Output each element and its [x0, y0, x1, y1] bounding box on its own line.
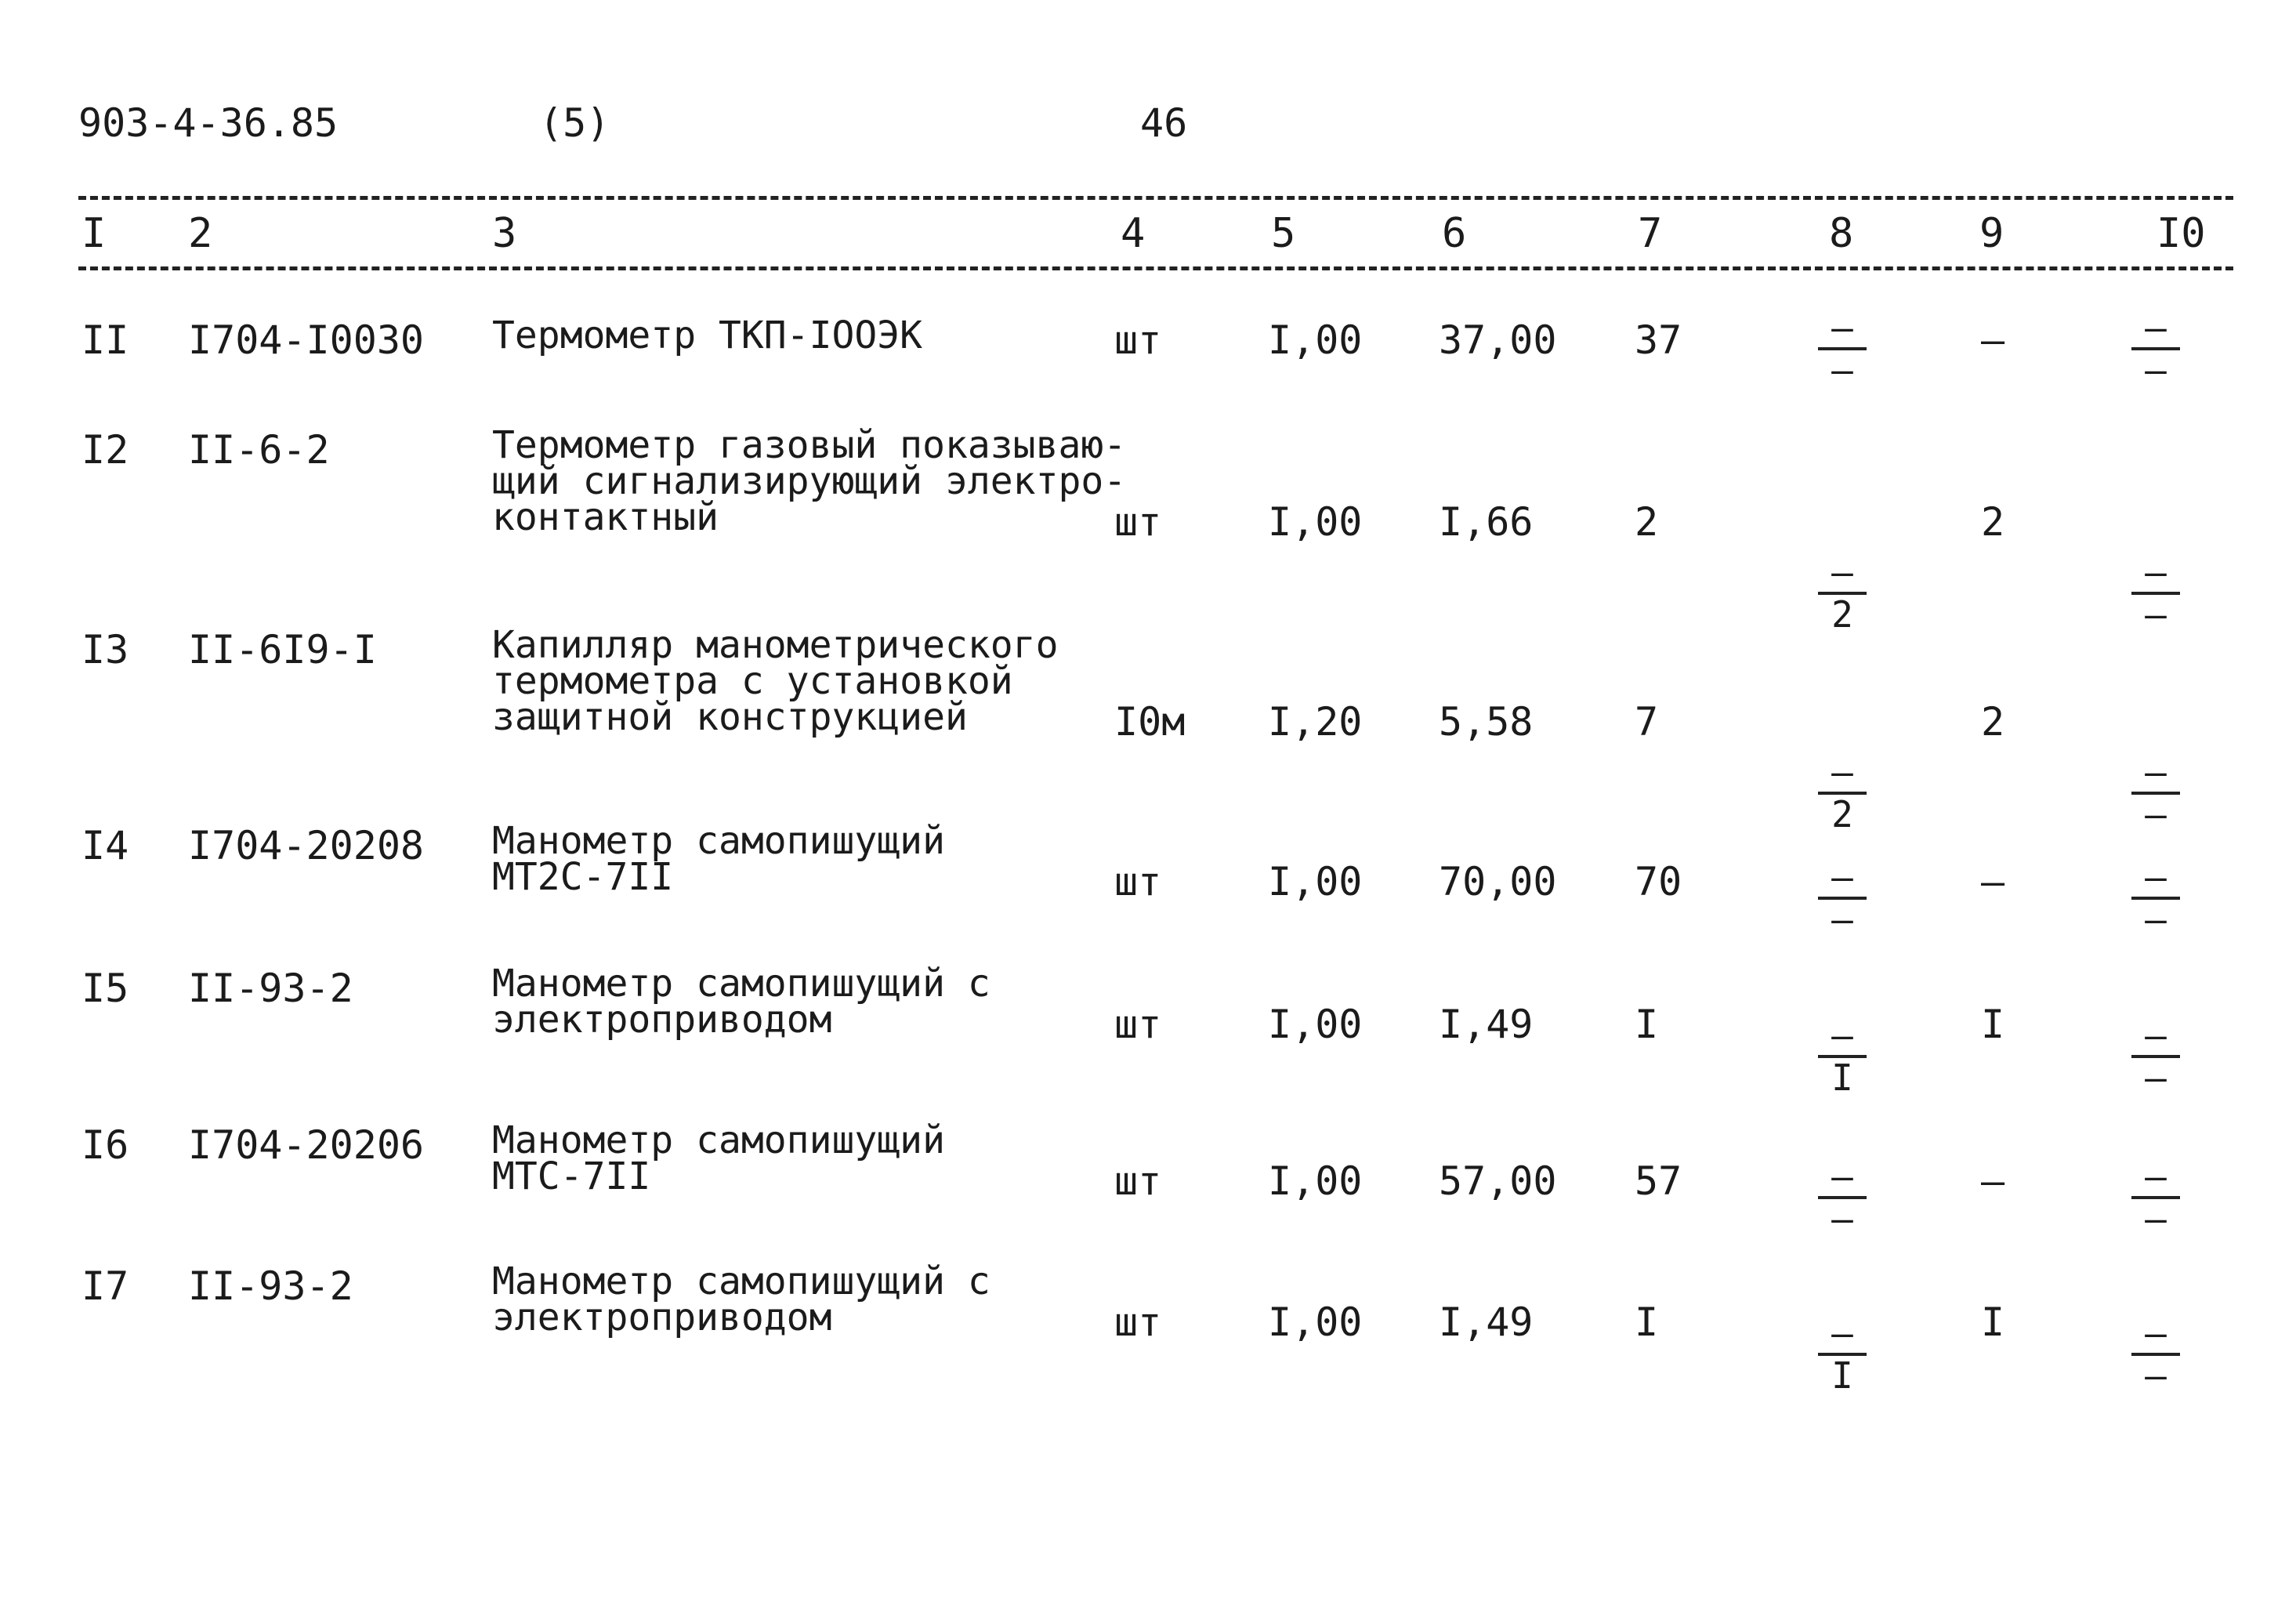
column-8-fraction-denominator: 2 — [1831, 593, 1853, 636]
unit: шт — [1114, 1299, 1162, 1345]
total-cost: 57 — [1635, 1158, 1682, 1204]
column-10-fraction-denominator: – — [2145, 793, 2167, 835]
sheet-reference: (5) — [539, 100, 610, 146]
column-8-fraction — [1815, 856, 1870, 941]
column-10-fraction — [2128, 1014, 2183, 1099]
row-number: I3 — [81, 627, 129, 672]
column-8-fraction-numerator: – — [1831, 1155, 1853, 1198]
column-8-fraction-numerator: – — [1831, 306, 1853, 349]
unit-price: 57,00 — [1439, 1158, 1557, 1204]
column-8-fraction — [1815, 1155, 1870, 1240]
column-8-fraction — [1815, 1312, 1870, 1397]
unit: шт — [1114, 1158, 1162, 1204]
column-10-fraction — [2128, 1312, 2183, 1397]
column-header-2: 2 — [188, 210, 213, 257]
column-8-fraction-denominator: I — [1831, 1354, 1853, 1397]
column-header-3: 3 — [492, 210, 517, 257]
item-name: Манометр самопишущий МТ2С-7II — [492, 819, 945, 899]
price-code: I704-20208 — [188, 823, 425, 868]
column-10-fraction-numerator: – — [2145, 551, 2167, 593]
column-8-fraction — [1815, 1014, 1870, 1099]
column-header-1: I — [81, 210, 107, 257]
column-10-fraction-numerator: – — [2145, 306, 2167, 349]
column-10-fraction-numerator: – — [2145, 856, 2167, 898]
item-name: Манометр самопишущий с электроприводом — [492, 962, 990, 1042]
table-header-rule — [78, 266, 2233, 270]
column-header-6: 6 — [1442, 210, 1467, 257]
column-8-fraction-numerator: – — [1831, 1014, 1853, 1057]
column-10-fraction-denominator: – — [2145, 898, 2167, 941]
price-code: I704-20206 — [188, 1122, 425, 1168]
column-9-value: 2 — [1981, 499, 2005, 545]
column-header-8: 8 — [1829, 210, 1854, 257]
column-10-fraction — [2128, 1155, 2183, 1240]
column-header-7: 7 — [1638, 210, 1663, 257]
total-cost: 7 — [1635, 699, 1659, 745]
row-number: I6 — [81, 1122, 129, 1168]
unit: шт — [1114, 859, 1162, 904]
total-cost: 2 — [1635, 499, 1659, 545]
column-8-fraction-denominator: – — [1831, 1198, 1853, 1240]
total-cost: 37 — [1635, 317, 1682, 363]
item-name: Капилляр манометрического термометра с установкой защитной конструкцией — [492, 623, 1059, 739]
unit: I0м — [1114, 699, 1186, 745]
unit-price: I,49 — [1439, 1002, 1534, 1047]
item-name: Манометр самопишущий МТС-7II — [492, 1118, 945, 1198]
total-cost: I — [1635, 1299, 1659, 1345]
row-number: I4 — [81, 823, 129, 868]
column-8-fraction-denominator: – — [1831, 898, 1853, 941]
row-number: II — [81, 317, 129, 363]
column-8-fraction-numerator: – — [1831, 551, 1853, 593]
column-10-fraction-denominator: – — [2145, 593, 2167, 636]
unit: шт — [1114, 317, 1162, 363]
quantity: I,00 — [1268, 499, 1363, 545]
quantity: I,20 — [1268, 699, 1363, 745]
unit-price: 37,00 — [1439, 317, 1557, 363]
column-9-value: I — [1981, 1002, 2005, 1047]
column-10-fraction — [2128, 306, 2183, 391]
column-8-fraction-numerator: – — [1831, 1312, 1853, 1354]
column-8-fraction — [1815, 551, 1870, 636]
unit: шт — [1114, 1002, 1162, 1047]
table-top-rule — [78, 196, 2233, 200]
column-9-value: I — [1981, 1299, 2005, 1345]
column-9-value: – — [1981, 1158, 2005, 1204]
column-header-9: 9 — [1979, 210, 2004, 257]
row-number: I7 — [81, 1263, 129, 1309]
item-name: Манометр самопишущий с электроприводом — [492, 1259, 990, 1339]
column-9-value: – — [1981, 317, 2005, 363]
column-10-fraction-denominator: – — [2145, 1354, 2167, 1397]
column-10-fraction-numerator: – — [2145, 1014, 2167, 1057]
total-cost: I — [1635, 1002, 1659, 1047]
column-10-fraction-numerator: – — [2145, 1312, 2167, 1354]
column-9-value: 2 — [1981, 699, 2005, 745]
column-10-fraction-denominator: – — [2145, 349, 2167, 391]
column-8-fraction-numerator: – — [1831, 856, 1853, 898]
column-8-fraction-denominator: I — [1831, 1057, 1853, 1099]
quantity: I,00 — [1268, 1299, 1363, 1345]
column-8-fraction-numerator: – — [1831, 751, 1853, 793]
column-8-fraction-denominator: – — [1831, 349, 1853, 391]
column-header-10: I0 — [2157, 210, 2206, 257]
unit: шт — [1114, 499, 1162, 545]
column-8-fraction — [1815, 306, 1870, 391]
unit-price: 5,58 — [1439, 699, 1534, 745]
column-9-value: – — [1981, 859, 2005, 904]
quantity: I,00 — [1268, 1002, 1363, 1047]
quantity: I,00 — [1268, 1158, 1363, 1204]
price-code: II-6-2 — [188, 427, 330, 473]
column-10-fraction — [2128, 751, 2183, 835]
column-8-fraction-denominator: 2 — [1831, 793, 1853, 835]
column-10-fraction-numerator: – — [2145, 1155, 2167, 1198]
price-code: I704-I0030 — [188, 317, 425, 363]
price-code: II-6I9-I — [188, 627, 377, 672]
unit-price: 70,00 — [1439, 859, 1557, 904]
column-10-fraction — [2128, 551, 2183, 636]
quantity: I,00 — [1268, 859, 1363, 904]
total-cost: 70 — [1635, 859, 1682, 904]
price-code: II-93-2 — [188, 1263, 353, 1309]
page-number: 46 — [1140, 100, 1188, 146]
row-number: I2 — [81, 427, 129, 473]
price-code: II-93-2 — [188, 966, 353, 1011]
column-10-fraction-denominator: – — [2145, 1198, 2167, 1240]
unit-price: I,49 — [1439, 1299, 1534, 1345]
column-header-4: 4 — [1121, 210, 1146, 257]
item-name: Термометр ТКП-IOOЭК — [492, 314, 923, 357]
unit-price: I,66 — [1439, 499, 1534, 545]
document-code: 903-4-36.85 — [78, 100, 339, 146]
row-number: I5 — [81, 966, 129, 1011]
column-8-fraction — [1815, 751, 1870, 835]
item-name: Термометр газовый показываю- щий сигнализирующий электро- контактный — [492, 423, 1127, 539]
column-header-5: 5 — [1271, 210, 1296, 257]
column-10-fraction — [2128, 856, 2183, 941]
column-10-fraction-numerator: – — [2145, 751, 2167, 793]
column-10-fraction-denominator: – — [2145, 1057, 2167, 1099]
quantity: I,00 — [1268, 317, 1363, 363]
